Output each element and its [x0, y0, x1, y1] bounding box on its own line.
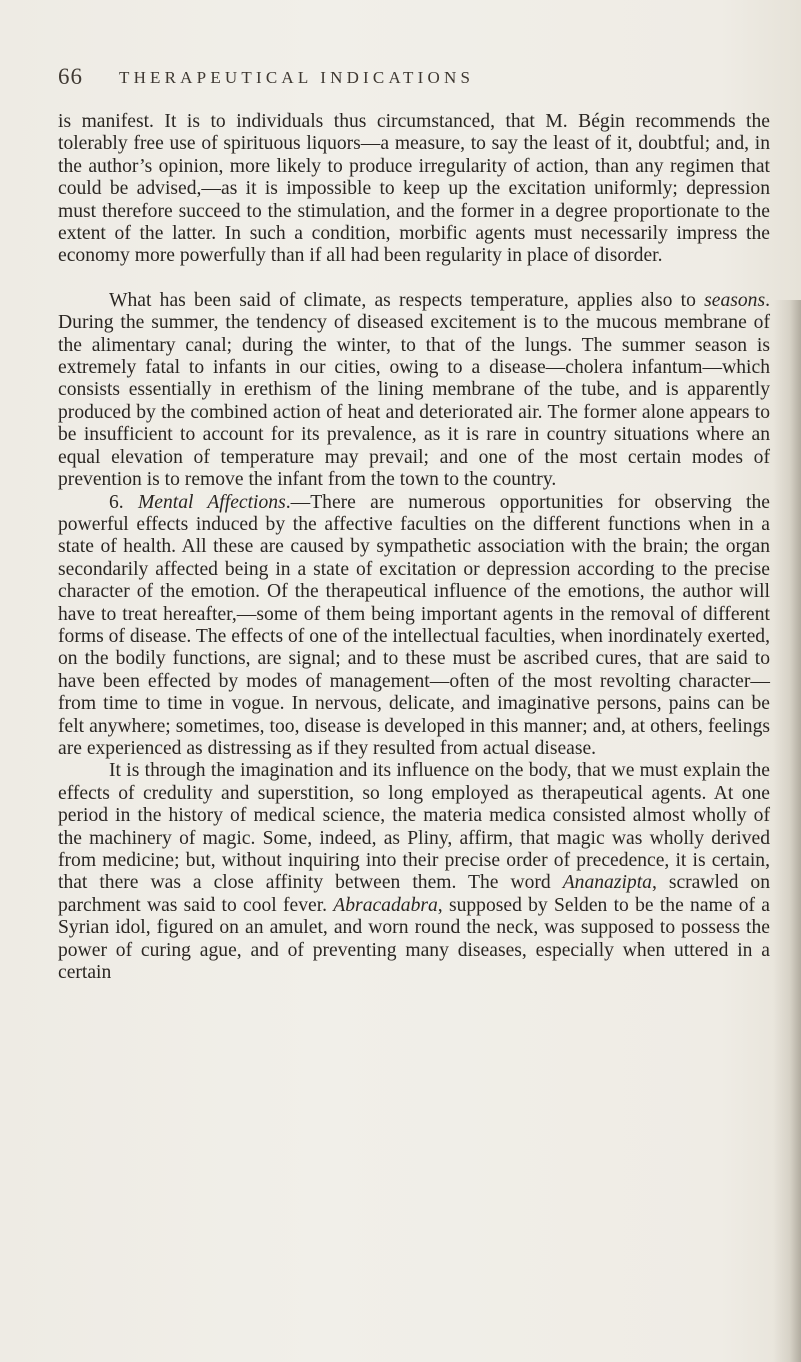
section-heading-mental-affections: Mental Affections [137, 491, 286, 513]
paragraph-2-text-b: . During the summer, the tendency of diseased excitement is to the mucous membrane of the alimentary canal; during the winter, to that of the lungs. The summer season is extremely fatal to infants in our cities, owing to a disease—cholera infantum—which consists essentially in erethism of the lining membrane of the tube, and is apparently produced by the combined action of heat and deteriorated air. The former alone appears to be insufficient to account for its prevalence, as it is rare in country situations where an equal elevation of temperature may prevail; and one of the most certain modes of prevention is to remove the infant from the town to the country. [58, 289, 770, 491]
running-head: THERAPEUTICAL INDICATIONS [119, 68, 475, 87]
abracadabra-term: Abracadabra [333, 894, 438, 916]
body-text [58, 111, 770, 984]
paragraph-4-text-a: It is through the imagination and its influence on the body, that we must explain the effects of credulity and superstition, so long employed as therapeutical agents. At one period in the history of medical science, the materia medica consisted almost wholly of the machinery of magic. Some, indeed, as Pliny, affirm, that magic was wholly derived from medicine; but, without inquiring into their precise order of precedence, it is certain, that there was a close affinity between them. The word [58, 760, 770, 894]
paragraph-1-text: is manifest. It is to individuals thus circumstanced, that M. Bégin recommends the tolerably free use of spirituous liquors—a measure, to say the least of it, doubtful; and, in the author’s opinion, more likely to produce irregularity of action, than any regimen that could be advised,—as it is impossible to keep up the excitation uniformly; depression must therefore succeed to the stimulation, and the former in a degree proportionate to the extent of the latter. In such a condition, morbific agents must necessarily impress the economy more powerfully than if all had been regularity in place of disorder. [58, 111, 770, 267]
paragraph-4 [58, 760, 770, 984]
paragraph-4-text-c: , supposed by Selden to be the name of a Syrian idol, figured on an amulet, and worn round the neck, was supposed to possess the power of curing ague, and of preventing many diseases, especially when uttered in a certain [58, 894, 770, 984]
page-number: 66 [58, 64, 83, 89]
section-number: 6. [109, 491, 138, 513]
paragraph-4-text-b: , scrawled on parchment was said to cool fever. [58, 872, 771, 916]
page-header [58, 64, 758, 94]
paragraph-3 [58, 492, 770, 761]
paragraph-3-text: .—There are numerous opportunities for observing the powerful effects induced by the affective faculties on the different functions when in a state of health. All these are caused by sympathetic association with the brain; the organ secondarily affected being in a state of excitation or depression according to the precise character of the emotion. Of the therapeutical influence of the emotions, the author will have to treat hereafter,—some of them being important agents in the removal of different forms of disease. The effects of one of the intellectual faculties, when inordinately exerted, on the bodily functions, are signal; and to these must be ascribed cures, that are said to have been effected by modes of management—often of the most revolting character—from time to time in vogue. In nervous, delicate, and imaginative persons, pains can be felt anywhere; sometimes, too, disease is developed in this manner; and, at others, feelings are experienced as distressing as if they resulted from actual disease. [58, 491, 771, 759]
ananazipta-term: Ananazipta [562, 872, 652, 894]
page-edge-shadow [773, 300, 801, 1362]
paragraph-1 [58, 111, 770, 268]
paragraph-2-text-a: What has been said of climate, as respects temperature, applies also to [109, 289, 705, 311]
paragraph-2 [58, 290, 770, 492]
seasons-term: seasons [704, 289, 766, 311]
